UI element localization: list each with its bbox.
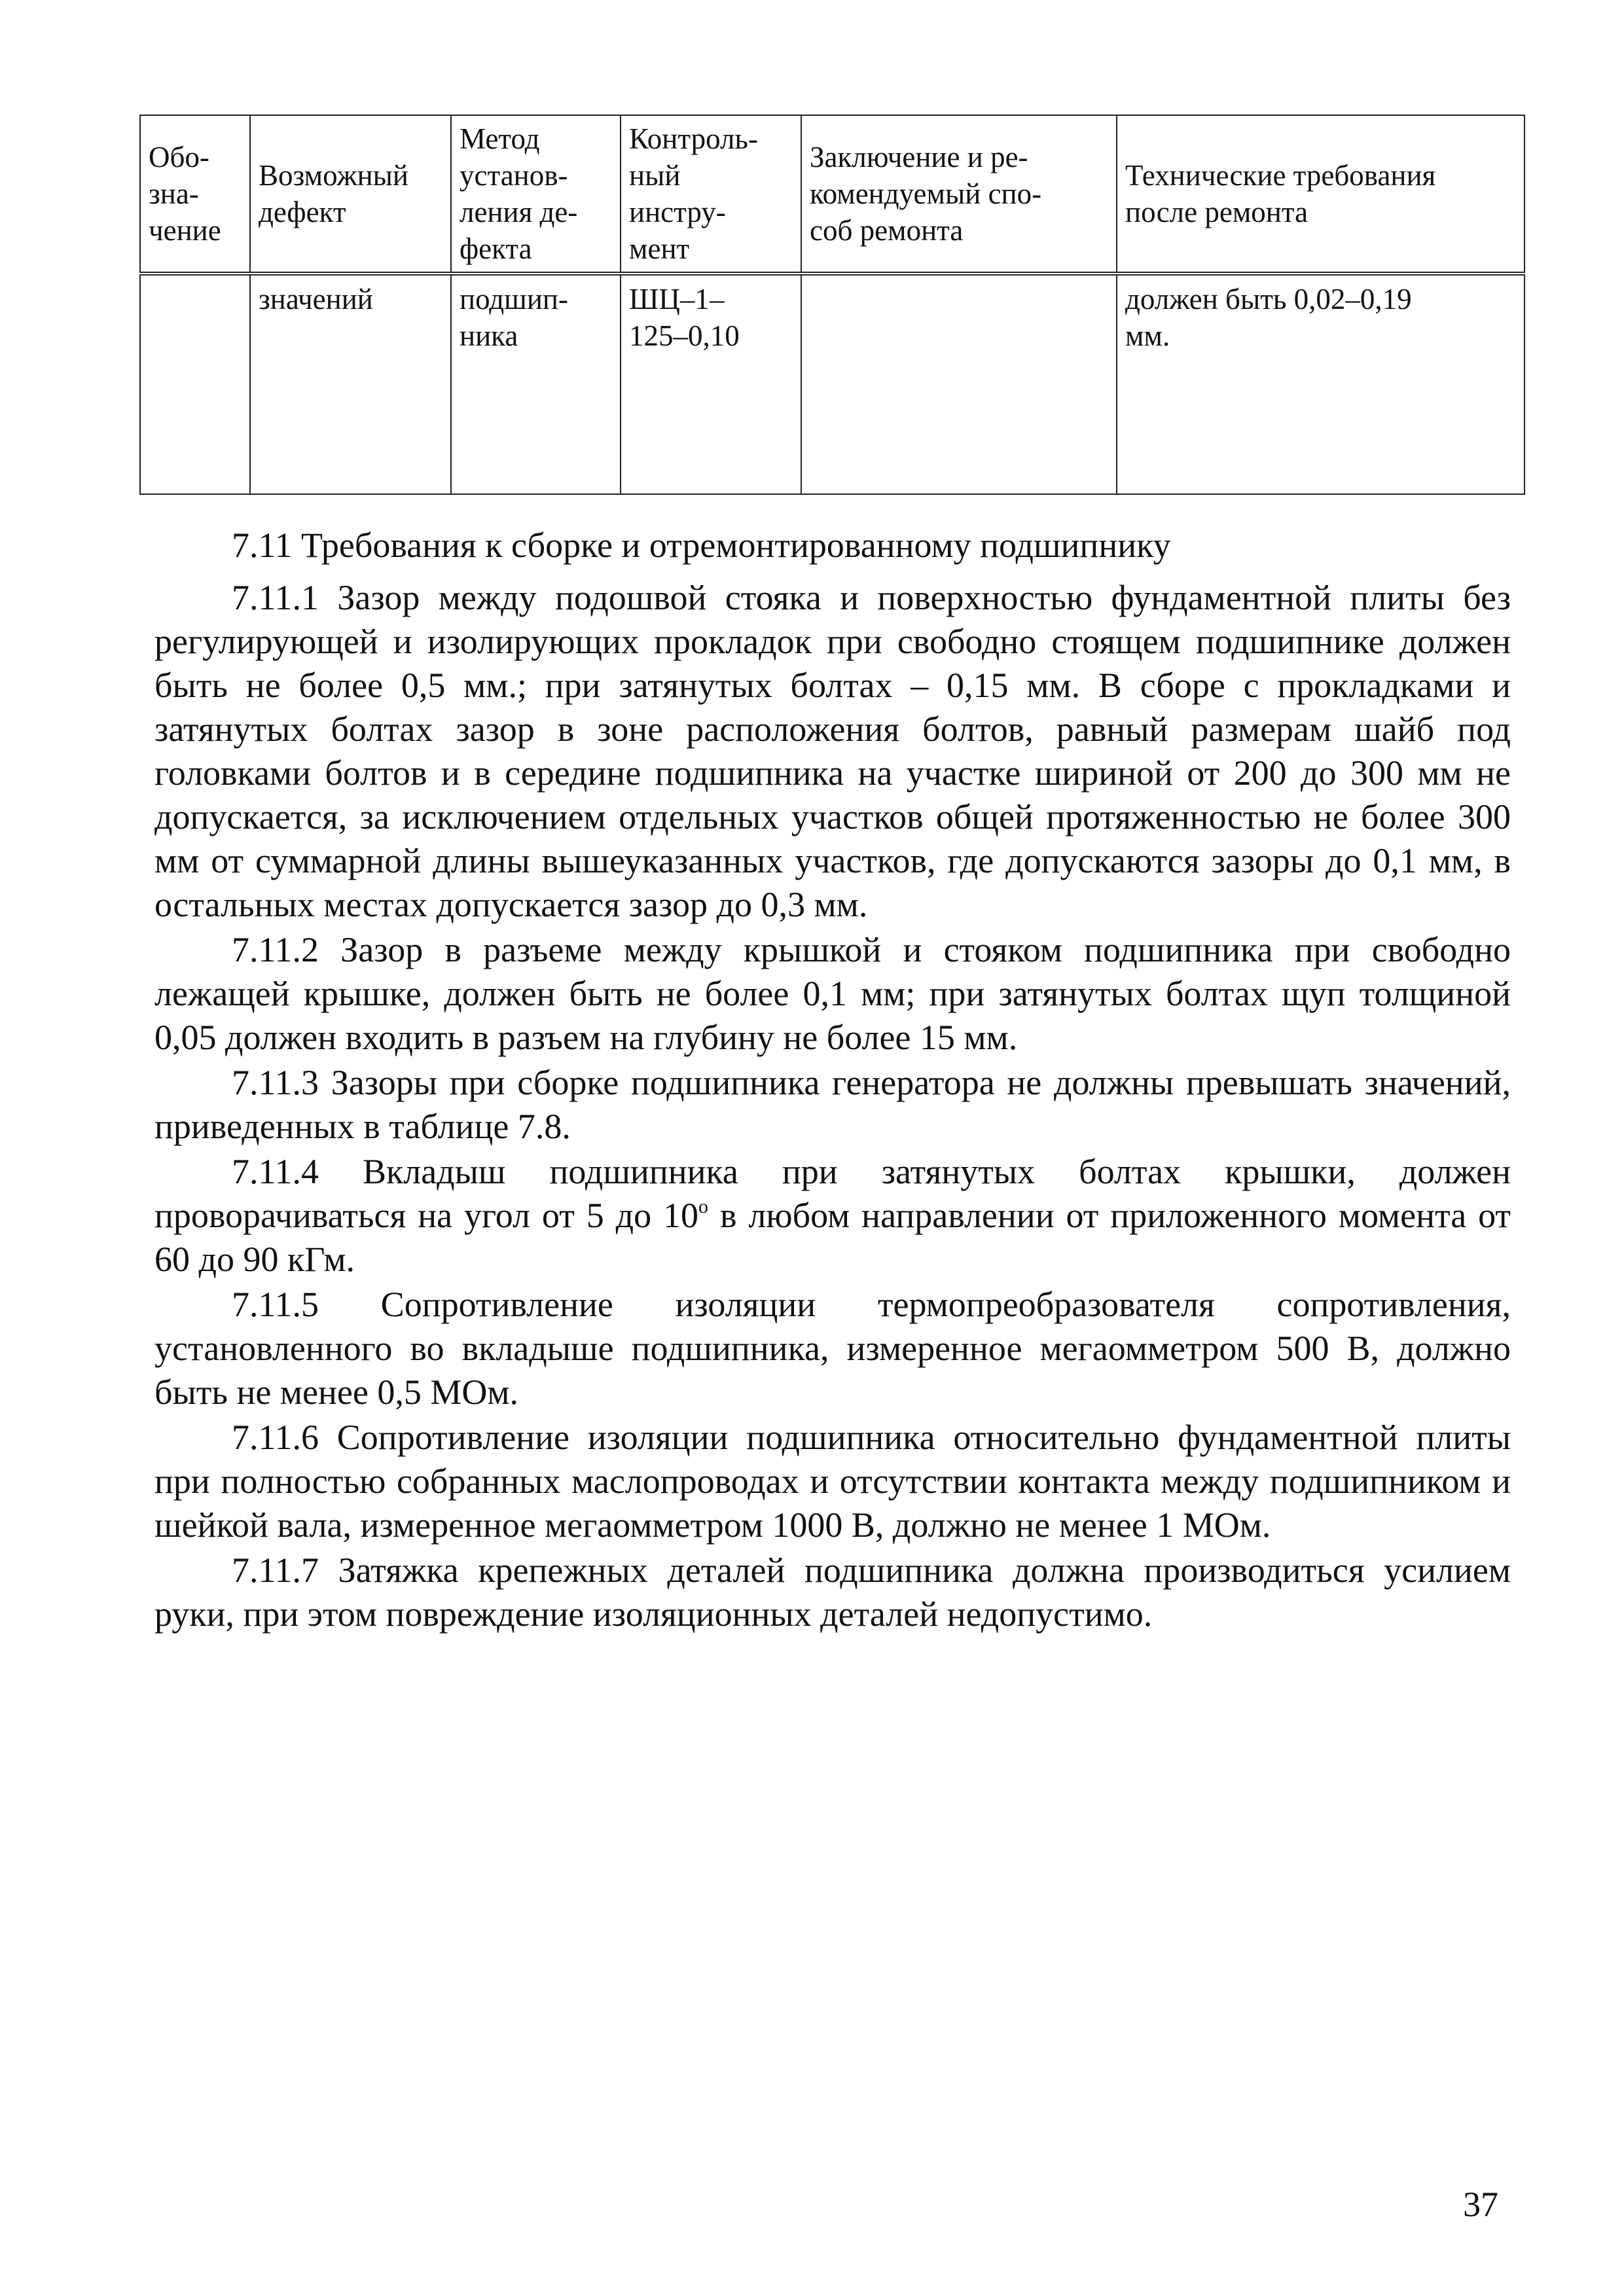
table-body xyxy=(140,274,1525,494)
header-designation: Обо- зна- чение xyxy=(140,115,250,274)
header-detection-method: Метод установ- ления де- фекта xyxy=(451,115,621,274)
header-conclusion-repair: Заключение и ре- комендуемый спо- соб ремонта xyxy=(801,115,1117,274)
table-header-row xyxy=(140,115,1525,274)
paragraph-7-11-7: 7.11.7 Затяжка крепежных деталей подшипника должна производиться усилием руки, при этом повреждение изоляционных деталей недопустимо. xyxy=(154,1551,1511,1634)
cell-designation xyxy=(140,274,250,494)
page-number: 37 xyxy=(1463,2185,1498,2224)
paragraph-7-11-4-end: в любом направлении от приложенного момента от 60 до 90 кГм. xyxy=(154,1196,1511,1279)
cell-possible-defect: значений xyxy=(250,274,451,494)
paragraph-7-11-6: 7.11.6 Сопротивление изоляции подшипника относительно фундаментной плиты при полностью собранных маслопроводах и отсутствии контакта между подшипником и шейкой вала, измеренное мегаомметром 1000 В, должно не менее 1 МОм. xyxy=(154,1418,1511,1545)
table-header xyxy=(140,115,1525,274)
body-text xyxy=(154,524,1511,1638)
degree-superscript: о xyxy=(698,1196,709,1217)
paragraph-7-11-3: 7.11.3 Зазоры при сборке подшипника генератора не должны превышать значений, приведенных в таблице 7.8. xyxy=(154,1063,1511,1146)
paragraph-7-11-4-start: 7.11.4 Вкладыш подшипника при затянутых болтах крышки, должен проворачиваться на угол от 5 до 10 xyxy=(154,1152,1511,1235)
paragraph-7-11-2: 7.11.2 Зазор в разъеме между крышкой и стояком подшипника при свободно лежащей крышке, должен быть не более 0,1 мм; при затянутых болтах щуп толщиной 0,05 должен входить в разъем на глубину не более 15 мм. xyxy=(154,930,1511,1057)
paragraph-7-11-4 xyxy=(154,1150,1511,1282)
cell-detection-method: подшип- ника xyxy=(451,274,621,494)
defects-table xyxy=(139,115,1525,495)
cell-control-tool: ШЦ–1– 125–0,10 xyxy=(621,274,801,494)
header-possible-defect: Возможный дефект xyxy=(250,115,451,274)
section-heading: 7.11 Требования к сборке и отремонтированному подшипнику xyxy=(232,526,1171,565)
header-control-tool: Контроль- ный инстру- мент xyxy=(621,115,801,274)
paragraph-7-11-1: 7.11.1 Зазор между подошвой стояка и поверхностью фундаментной плиты без регулирующей и изолирующих прокладок при свободно стоящем подшипнике должен быть не более 0,5 мм.; при затянутых болтах – 0,15 мм. В сборе с прокладками и затянутых болтах зазор в зоне расположения болтов, равный размерам шайб под головками болтов и в середине подшипника на участке шириной от 200 до 300 мм не допускается, за исключением отдельных участков общей протяженностью не более 300 мм от суммарной длины вышеуказанных участков, где допускаются зазоры до 0,1 мм, в остальных местах допускается зазор до 0,3 мм. xyxy=(154,578,1511,924)
header-technical-requirements: Технические требования после ремонта xyxy=(1117,115,1525,274)
cell-technical-requirements: должен быть 0,02–0,19 мм. xyxy=(1117,274,1525,494)
table-row xyxy=(140,274,1525,494)
cell-conclusion-repair xyxy=(801,274,1117,494)
paragraph-7-11-5: 7.11.5 Сопротивление изоляции термопреобразователя сопротивления, установленного во вкладыше подшипника, измеренное мегаомметром 500 В, должно быть не менее 0,5 МОм. xyxy=(154,1285,1511,1412)
